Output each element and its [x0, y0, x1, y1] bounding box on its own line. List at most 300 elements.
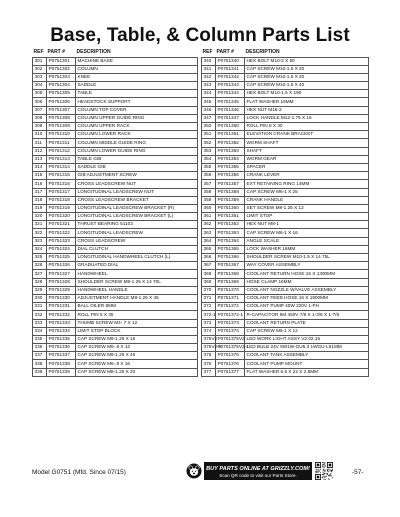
description-cell: COLUMN — [76, 65, 198, 73]
part-number-cell: P0751340 — [216, 57, 245, 65]
table-row — [33, 155, 198, 163]
ref-cell: 346 — [202, 106, 216, 114]
part-number-cell: P0751377 — [216, 368, 245, 376]
buy-parts-banner[interactable] — [204, 462, 312, 480]
ref-header: REF — [202, 49, 213, 56]
ref-cell: 305 — [33, 90, 47, 98]
part-number-cell: P0751329 — [47, 286, 76, 294]
qr-code-icon[interactable] — [315, 462, 333, 480]
ref-cell: 353 — [202, 147, 216, 155]
part-number-cell: P0751303 — [47, 73, 76, 81]
ref-cell: 376 — [202, 360, 216, 368]
description-cell: LONGITUDINAL LEADSCREW — [76, 229, 198, 237]
ref-cell: 316 — [33, 180, 47, 188]
part-number-cell: P0751360 — [216, 204, 245, 212]
table-row — [33, 368, 198, 376]
table-row — [33, 90, 198, 98]
table-row — [33, 254, 198, 262]
table-row — [33, 188, 198, 196]
table-row — [202, 73, 369, 81]
description-cell: COLUMN LOWER GUIDE RING — [76, 147, 198, 155]
table-row — [33, 123, 198, 131]
description-cell: HANDWHEEL — [76, 270, 198, 278]
table-row — [202, 147, 369, 155]
ref-cell: 332 — [33, 311, 47, 319]
part-number-cell: P0751370 — [216, 286, 245, 294]
table-row — [33, 245, 198, 253]
parts-table-left-body — [33, 57, 198, 376]
description-cell: ROLL PIN 8 X 30 — [245, 123, 369, 131]
description-cell: THUMB SCREW M4- 7 X 12 — [76, 319, 198, 327]
table-row — [33, 180, 198, 188]
part-number-cell: P0751302 — [47, 65, 76, 73]
table-row — [202, 311, 369, 319]
table-row — [202, 245, 369, 253]
table-row — [202, 229, 369, 237]
part-number-cell: P0751323 — [47, 237, 76, 245]
part-number-cell: P0751373 — [216, 319, 245, 327]
part-number-cell: P0751309 — [47, 123, 76, 131]
table-row — [33, 278, 198, 286]
part-number-cell: P0751314 — [47, 163, 76, 171]
part-number-cell: P0751320 — [47, 213, 76, 221]
part-number-cell: P0751301 — [47, 57, 76, 65]
ref-cell: 315 — [33, 172, 47, 180]
table-row — [33, 319, 198, 327]
table-row — [202, 172, 369, 180]
table-row — [33, 139, 198, 147]
description-cell: SHOULDER SCREW M8-1.25 X 14 70L — [76, 278, 198, 286]
part-number-cell: P0751326 — [47, 262, 76, 270]
part-header: PART # — [216, 49, 234, 56]
description-cell: HANDWHEEL HANDLE — [76, 286, 198, 294]
ref-cell: 301 — [33, 57, 47, 65]
ref-cell: 377 — [202, 368, 216, 376]
part-number-cell: P0751376 — [216, 360, 245, 368]
ref-cell: 352 — [202, 139, 216, 147]
part-number-cell: P0751371 — [216, 294, 245, 302]
ref-cell: 322 — [33, 229, 47, 237]
part-number-cell: P0751353 — [216, 147, 245, 155]
ref-cell: 376 — [202, 352, 216, 360]
table-row — [202, 335, 369, 343]
ref-cell: 372-1 — [202, 311, 216, 319]
part-number-cell: P0751310 — [47, 131, 76, 139]
description-cell: HEX NUT M8-1 — [245, 221, 369, 229]
part-number-cell: P0751366 — [216, 254, 245, 262]
part-number-cell: P0751356 — [216, 172, 245, 180]
description-cell: CAP SCREW M10-1.5 X 20 — [245, 73, 369, 81]
model-info: Model G0751 (Mfd. Since 07/15) — [32, 469, 126, 476]
description-cell: LONGITUDINAL LEADSCREW NUT — [76, 188, 198, 196]
part-number-cell: P0751318 — [47, 196, 76, 204]
description-cell: CAP SCREW M10-1.5 X 20 — [245, 65, 369, 73]
table-row — [202, 98, 369, 106]
description-cell: CAP SCREW M6-1 X 16 — [245, 229, 369, 237]
table-row — [33, 286, 198, 294]
description-cell: THRUST BEARING 51103 — [76, 221, 198, 229]
table-row — [33, 172, 198, 180]
table-row — [33, 114, 198, 122]
description-cell: LIMIT STOP — [245, 213, 369, 221]
part-number-cell: P0751325 — [47, 254, 76, 262]
ref-cell: 307 — [33, 106, 47, 114]
description-header: DESCRIPTION — [76, 49, 111, 56]
table-row — [33, 294, 198, 302]
ref-cell: 302 — [33, 65, 47, 73]
part-number-cell: P0751321 — [47, 221, 76, 229]
ref-cell: 338 — [33, 360, 47, 368]
table-row — [33, 131, 198, 139]
ref-cell: 331 — [33, 303, 47, 311]
table-row — [33, 82, 198, 90]
description-cell: MACHINE BASE — [76, 57, 198, 65]
description-cell: LED WORK LIGHT ASSY V2.02.15 — [245, 335, 369, 343]
description-cell: HOSE CLAMP 16MM — [245, 278, 369, 286]
description-cell: TABLE — [76, 90, 198, 98]
description-cell: FLAT WASHER 6.5 X 22 X 2.5MM — [245, 368, 369, 376]
table-row — [202, 262, 369, 270]
ref-cell: 347 — [202, 114, 216, 122]
table-row — [202, 163, 369, 171]
part-number-cell: P0751369 — [216, 278, 245, 286]
part-number-cell: P0751316 — [47, 180, 76, 188]
table-row — [33, 335, 198, 343]
description-cell: HEX BOLT M10-2 X 50 — [245, 57, 369, 65]
table-row — [202, 155, 369, 163]
part-number-cell: P0751313 — [47, 155, 76, 163]
part-number-cell: P0751372-1 — [216, 311, 245, 319]
ref-cell: 359 — [202, 196, 216, 204]
table-row — [202, 188, 369, 196]
ref-cell: 365 — [202, 245, 216, 253]
ref-cell: 344 — [202, 90, 216, 98]
table-row — [202, 123, 369, 131]
table-row — [202, 139, 369, 147]
part-number-cell: P0751332 — [47, 311, 76, 319]
part-number-cell: P0751364 — [216, 237, 245, 245]
description-cell: ROLL PIN 5 X 35 — [76, 311, 198, 319]
ref-cell: 311 — [33, 139, 47, 147]
ref-cell: 325 — [33, 254, 47, 262]
description-cell: COOLANT RETURN PLATE — [245, 319, 369, 327]
part-number-cell: P0751345 — [216, 98, 245, 106]
table-row — [33, 57, 198, 65]
table-row — [202, 294, 369, 302]
table-header-row — [202, 49, 369, 57]
description-cell: FLAT WASHER 16MM — [245, 98, 369, 106]
description-cell: SPACER — [245, 163, 369, 171]
ref-cell: 340 — [202, 57, 216, 65]
description-cell: HEX NUT M16-2 — [245, 106, 369, 114]
grizzly-bear-icon — [186, 463, 202, 479]
description-cell: WAY COVER ASSEMBLY — [245, 262, 369, 270]
part-number-cell: P0751343 — [216, 82, 245, 90]
part-number-cell: P0751354 — [216, 155, 245, 163]
table-row — [33, 73, 198, 81]
description-cell: COLUMN TOP COVER — [76, 106, 198, 114]
description-cell: CAP SCREW M10-1.5 X 40 — [245, 82, 369, 90]
ref-cell: 369 — [202, 278, 216, 286]
ref-header: REF — [33, 49, 44, 56]
ref-cell: 371 — [202, 294, 216, 302]
part-number-cell: P0751375V2 — [216, 335, 245, 343]
table-row — [202, 131, 369, 139]
description-cell: CROSS LEADSCREW NUT — [76, 180, 198, 188]
table-row — [33, 237, 198, 245]
ref-cell: 366 — [202, 254, 216, 262]
part-number-cell: P0751339 — [47, 368, 76, 376]
part-number-cell: P0751333 — [47, 319, 76, 327]
part-number-cell: P0751372 — [216, 303, 245, 311]
part-number-cell: P0751304 — [47, 82, 76, 90]
ref-cell: 334 — [33, 327, 47, 335]
description-cell: EXT RETAINING RING 14MM — [245, 180, 369, 188]
table-row — [202, 180, 369, 188]
ref-cell: 303 — [33, 73, 47, 81]
table-row — [202, 360, 369, 368]
table-row — [33, 98, 198, 106]
part-number-cell: P0751357 — [216, 180, 245, 188]
part-number-cell: P0751317 — [47, 188, 76, 196]
description-cell: CROSS LEADSCREW — [76, 237, 198, 245]
description-cell: COOLANT TANK ASSEMBLY — [245, 352, 369, 360]
description-cell: CAP SCREW M6-1 X 25 — [245, 188, 369, 196]
description-cell: CRANK HANDLE — [245, 196, 369, 204]
part-number-cell: P0751331 — [47, 303, 76, 311]
table-row — [202, 344, 369, 352]
table-row — [202, 213, 369, 221]
table-row — [33, 262, 198, 270]
ref-cell: 355 — [202, 163, 216, 171]
description-cell: SHOULDER SCREW M10-1.5 X 14 75L — [245, 254, 369, 262]
description-cell: KNEE — [76, 73, 198, 81]
table-row — [202, 254, 369, 262]
ref-cell: 345 — [202, 98, 216, 106]
table-row — [33, 204, 198, 212]
table-row — [33, 311, 198, 319]
ref-cell: 318 — [33, 196, 47, 204]
part-number-cell: P0751346 — [216, 106, 245, 114]
ref-cell: 319 — [33, 204, 47, 212]
part-number-cell: P0751362 — [216, 221, 245, 229]
table-row — [202, 221, 369, 229]
ref-cell: 357 — [202, 180, 216, 188]
description-cell: LED BULB 24V 9W1W-GU5.3 1WGU-L51MM — [245, 344, 369, 352]
part-number-cell: P0751359 — [216, 196, 245, 204]
part-number-cell: P0751374 — [216, 327, 245, 335]
ref-cell: 310 — [33, 131, 47, 139]
page-title: Base, Table, & Column Parts List — [50, 25, 350, 46]
part-number-cell: P0751365 — [216, 245, 245, 253]
description-cell: COOLANT PUMP 40W 220V 1-PH — [245, 303, 369, 311]
part-number-cell: P0751308 — [47, 114, 76, 122]
description-cell: CROSS LEADSCREW BRACKET — [76, 196, 198, 204]
table-row — [202, 106, 369, 114]
description-cell: HEX BOLT M10-1.5 X 190 — [245, 90, 369, 98]
description-cell: GRADUATED DIAL — [76, 262, 198, 270]
description-cell: CAP SCREW M6-.8 X 12 — [76, 344, 198, 352]
ref-cell: 333 — [33, 319, 47, 327]
parts-table-right — [201, 49, 369, 377]
part-header: PART # — [47, 49, 65, 56]
description-cell: COOLANT NOZZLE W/VALVE ASSEMBLY — [245, 286, 369, 294]
part-number-cell: P0751355 — [216, 163, 245, 171]
ref-cell: 363 — [202, 229, 216, 237]
description-cell: CAP SCREW M8-1.25 X 16 — [76, 335, 198, 343]
table-row — [33, 229, 198, 237]
description-cell: COOLANT RETURN HOSE 16 X 1300MM — [245, 270, 369, 278]
part-number-cell: P0751376 — [216, 352, 245, 360]
part-number-cell: P0751328 — [47, 278, 76, 286]
part-number-cell: P0751358 — [216, 188, 245, 196]
description-cell: LONGITUDINAL LEADSCREW BRACKET (R) — [76, 204, 198, 212]
table-row — [33, 327, 198, 335]
description-cell: CAP SCREW M8-1.25 X 20 — [76, 368, 198, 376]
description-cell: LOCK WASHER 16MM — [245, 245, 369, 253]
part-number-cell: P0751375V2-1 — [216, 344, 245, 352]
part-number-cell: P0751361 — [216, 213, 245, 221]
part-number-cell: P0751305 — [47, 90, 76, 98]
part-number-cell: P0751344 — [216, 90, 245, 98]
part-number-cell: P0751335 — [47, 335, 76, 343]
description-cell: HEADSTOCK SUPPORT — [76, 98, 198, 106]
part-number-cell: P0751352 — [216, 139, 245, 147]
ref-cell: 330 — [33, 294, 47, 302]
description-cell: COLUMN UPPER GUIDE RING — [76, 114, 198, 122]
ref-cell: 337 — [33, 352, 47, 360]
ref-cell: 373 — [202, 319, 216, 327]
table-row — [33, 65, 198, 73]
part-number-cell: P0751363 — [216, 229, 245, 237]
description-cell: LIMIT STOP BLOCK — [76, 327, 198, 335]
table-row — [202, 204, 369, 212]
part-number-cell: P0751330 — [47, 294, 76, 302]
part-number-cell: P0751312 — [47, 147, 76, 155]
ref-cell: 351 — [202, 131, 216, 139]
parts-table-left — [32, 49, 198, 377]
part-number-cell: P0751307 — [47, 106, 76, 114]
ref-cell: 321 — [33, 221, 47, 229]
ref-cell: 361 — [202, 213, 216, 221]
description-cell: SET SCREW M8-1.25 X 12 — [245, 204, 369, 212]
table-row — [33, 196, 198, 204]
description-cell: TABLE GIB — [76, 155, 198, 163]
part-number-cell: P0751334 — [47, 327, 76, 335]
description-cell: CAP SCREW M8-1.25 X 45 — [76, 352, 198, 360]
description-header: DESCRIPTION — [245, 49, 280, 56]
part-number-cell: P0751315 — [47, 172, 76, 180]
description-cell: COOLANT PUMP MOUNT — [245, 360, 369, 368]
ref-cell: 309 — [33, 123, 47, 131]
description-cell: COOLANT FEED HOSE 16 X 1900MM — [245, 294, 369, 302]
ref-cell: 362 — [202, 221, 216, 229]
table-row — [202, 319, 369, 327]
ref-cell: 372 — [202, 303, 216, 311]
part-number-cell: P0751322 — [47, 229, 76, 237]
ref-cell: 336 — [33, 344, 47, 352]
table-row — [33, 106, 198, 114]
ref-cell: 314 — [33, 163, 47, 171]
description-cell: SADDLE — [76, 82, 198, 90]
table-row — [33, 163, 198, 171]
ref-cell: 375V2 — [202, 335, 216, 343]
part-number-cell: P0751319 — [47, 204, 76, 212]
ref-cell: 328 — [33, 278, 47, 286]
ref-cell: 324 — [33, 245, 47, 253]
table-row — [202, 57, 369, 65]
description-cell: R-CAPACITOR 5M 450V 7/8 X 1-3/8 X 1-7/8 — [245, 311, 369, 319]
parts-table-right-body — [202, 57, 369, 376]
ref-cell: 312 — [33, 147, 47, 155]
part-number-cell: P0751368 — [216, 270, 245, 278]
part-number-cell: P0751341 — [216, 65, 245, 73]
description-cell: LOCK HANDLE M12-1.75 X 16 — [245, 114, 369, 122]
part-number-cell: P0751347 — [216, 114, 245, 122]
ref-cell: 327 — [33, 270, 47, 278]
table-row — [33, 303, 198, 311]
ref-cell: 356 — [202, 172, 216, 180]
part-number-cell: P0751336 — [47, 344, 76, 352]
part-number-cell: P0751337 — [47, 352, 76, 360]
description-cell: LONGITUDINAL LEADSCREW BRACKET (L) — [76, 213, 198, 221]
description-cell: CRANK LEVER — [245, 172, 369, 180]
ref-cell: 343 — [202, 82, 216, 90]
table-row — [33, 221, 198, 229]
part-number-cell: P0751324 — [47, 245, 76, 253]
table-row — [202, 90, 369, 98]
buy-parts-text: BUY PARTS ONLINE AT GRIZZLY.COM! — [206, 465, 310, 472]
ref-cell: 354 — [202, 155, 216, 163]
ref-cell: 304 — [33, 82, 47, 90]
part-number-cell: P0751306 — [47, 98, 76, 106]
ref-cell: 323 — [33, 237, 47, 245]
ref-cell: 370 — [202, 286, 216, 294]
description-cell: LONGITUDINAL HANDWHEEL CLUTCH (L) — [76, 254, 198, 262]
ref-cell: 317 — [33, 188, 47, 196]
ref-cell: 320 — [33, 213, 47, 221]
ref-cell: 335 — [33, 335, 47, 343]
ref-cell: 342 — [202, 73, 216, 81]
description-cell: DIAL CLUTCH — [76, 245, 198, 253]
table-row — [33, 344, 198, 352]
table-row — [33, 213, 198, 221]
description-cell: COLUMN UPPER RACK — [76, 123, 198, 131]
description-cell: BALL OILER 8MM — [76, 303, 198, 311]
table-row — [202, 270, 369, 278]
part-number-cell: P0751350 — [216, 123, 245, 131]
table-row — [202, 303, 369, 311]
ref-cell: 341 — [202, 65, 216, 73]
ref-cell: 326 — [33, 262, 47, 270]
description-cell: ELEVATION CRANK BRACKET — [245, 131, 369, 139]
part-number-cell: P0751351 — [216, 131, 245, 139]
table-header-row — [33, 49, 198, 57]
description-cell: ADJUSTMENT HANDLE M8-1.25 X 45 — [76, 294, 198, 302]
table-row — [202, 327, 369, 335]
ref-cell: 313 — [33, 155, 47, 163]
table-row — [33, 352, 198, 360]
description-cell: COLUMN LOWER RACK — [76, 131, 198, 139]
ref-cell: 374 — [202, 327, 216, 335]
ref-cell: 306 — [33, 98, 47, 106]
description-cell: COLUMN MIDDLE GUIDE RING — [76, 139, 198, 147]
table-row — [33, 360, 198, 368]
table-row — [202, 368, 369, 376]
table-row — [33, 270, 198, 278]
scan-qr-text: Scan QR code to visit our Parts Store. — [219, 473, 297, 478]
part-number-cell: P0751327 — [47, 270, 76, 278]
